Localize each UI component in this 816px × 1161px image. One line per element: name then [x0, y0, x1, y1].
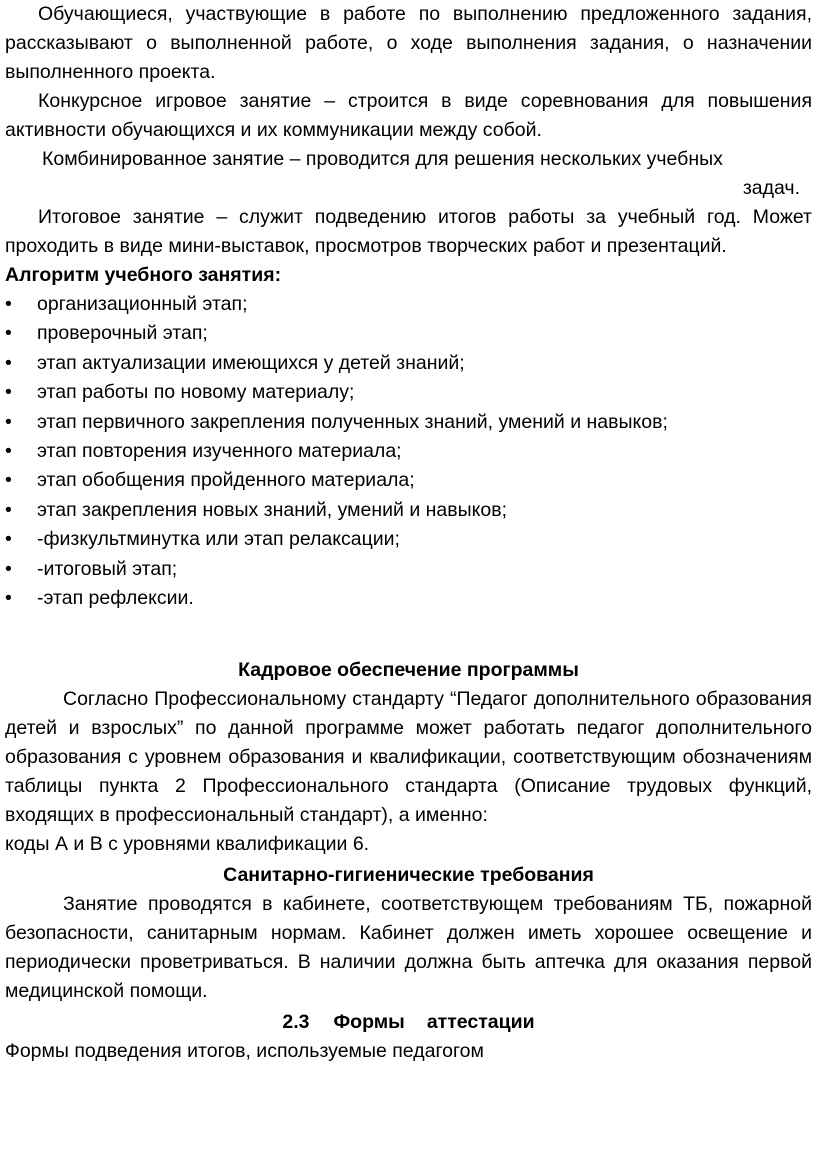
list-item-text: этап первичного закрепления полученных знаний, умений и навыков;: [37, 410, 668, 433]
staffing-heading: Кадровое обеспечение программы: [238, 659, 579, 682]
staffing-codes: коды А и В с уровнями квалификации 6.: [5, 833, 370, 856]
list-item-text: этап работы по новому материалу;: [37, 381, 355, 404]
algorithm-heading: Алгоритм учебного занятия:: [5, 264, 282, 286]
list-item: [5, 319, 812, 348]
sanitary-heading: Санитарно-гигиенические требования: [223, 864, 594, 887]
list-item: [5, 555, 812, 584]
paragraph-combined-lesson: Комбинированное занятие – проводится для решения нескольких учебных: [42, 148, 723, 170]
bullet-icon: •: [5, 586, 12, 609]
list-item-text: этап повторения изученного материала;: [37, 439, 402, 462]
list-item-text: -этап рефлексии.: [37, 586, 194, 609]
section-spacer: [5, 613, 812, 641]
attestation-title-word2: аттестации: [426, 1011, 535, 1034]
list-item-text: проверочный этап;: [37, 322, 208, 345]
bullet-icon: •: [5, 381, 12, 404]
paragraph-competitive-lesson: Конкурсное игровое занятие – строится в виде соревнования для повышения активности обучающихся и их коммуникации между собой.: [5, 90, 812, 141]
sanitary-paragraph: Занятие проводятся в кабинете, соответствующем требованиям ТБ, пожарной безопасности, санитарным нормам. Кабинет должен иметь хорошее освещение и периодически проветриваться. В наличии должна быть аптечка для оказания первой медицинской помощи.: [5, 893, 812, 1003]
list-item: [5, 349, 812, 378]
list-item: [5, 584, 812, 613]
bullet-icon: •: [5, 322, 12, 345]
section-number: 2.3: [282, 1011, 310, 1034]
bullet-icon: •: [5, 293, 12, 315]
paragraph-students-report: Обучающиеся, участвующие в работе по выполнению предложенного задания, рассказывают о выполненной работе, о ходе выполнения задания, о назначении выполненного проекта.: [5, 3, 812, 83]
list-item: [5, 408, 812, 437]
list-item-text: -физкультминутка или этап релаксации;: [37, 528, 400, 551]
attestation-heading: [5, 1008, 812, 1037]
document-page: [5, 0, 812, 1066]
staffing-paragraph: Согласно Профессиональному стандарту “Педагог дополнительного образования детей и взрослых” по данной программе может работать педагог дополнительного образования с уровнем образования и квалификации, соответствующим обозначениям таблицы пункта 2 Профессионального стандарта (Описание трудовых функций, входящих в профессиональный стандарт), а именно:: [5, 688, 812, 827]
list-item: [5, 496, 812, 525]
list-item-text: этап актуализации имеющихся у детей знаний;: [37, 351, 465, 374]
bullet-icon: •: [5, 439, 12, 462]
paragraph-final-lesson: Итоговое занятие – служит подведению итогов работы за учебный год. Может проходить в виде мини-выставок, просмотров творческих работ и презентаций.: [5, 206, 812, 257]
attestation-title-word1: Формы: [333, 1011, 405, 1034]
list-item-text: -итоговый этап;: [37, 557, 178, 580]
bullet-icon: •: [5, 528, 12, 551]
attestation-paragraph: Формы подведения итогов, используемые педагогом: [5, 1040, 484, 1063]
list-item-text: этап обобщения пройденного материала;: [37, 469, 415, 492]
list-item-text: организационный этап;: [37, 293, 248, 315]
list-item: [5, 378, 812, 407]
paragraph-combined-lesson-end: задач.: [742, 177, 800, 199]
bullet-icon: •: [5, 351, 12, 374]
bullet-icon: •: [5, 410, 12, 433]
bullet-icon: •: [5, 498, 12, 521]
bullet-icon: •: [5, 557, 12, 580]
list-item: [5, 525, 812, 554]
list-item: [5, 290, 812, 319]
algorithm-list: [5, 290, 812, 613]
list-item: [5, 466, 812, 495]
list-item: [5, 437, 812, 466]
list-item-text: этап закрепления новых знаний, умений и навыков;: [37, 498, 508, 521]
bullet-icon: •: [5, 469, 12, 492]
